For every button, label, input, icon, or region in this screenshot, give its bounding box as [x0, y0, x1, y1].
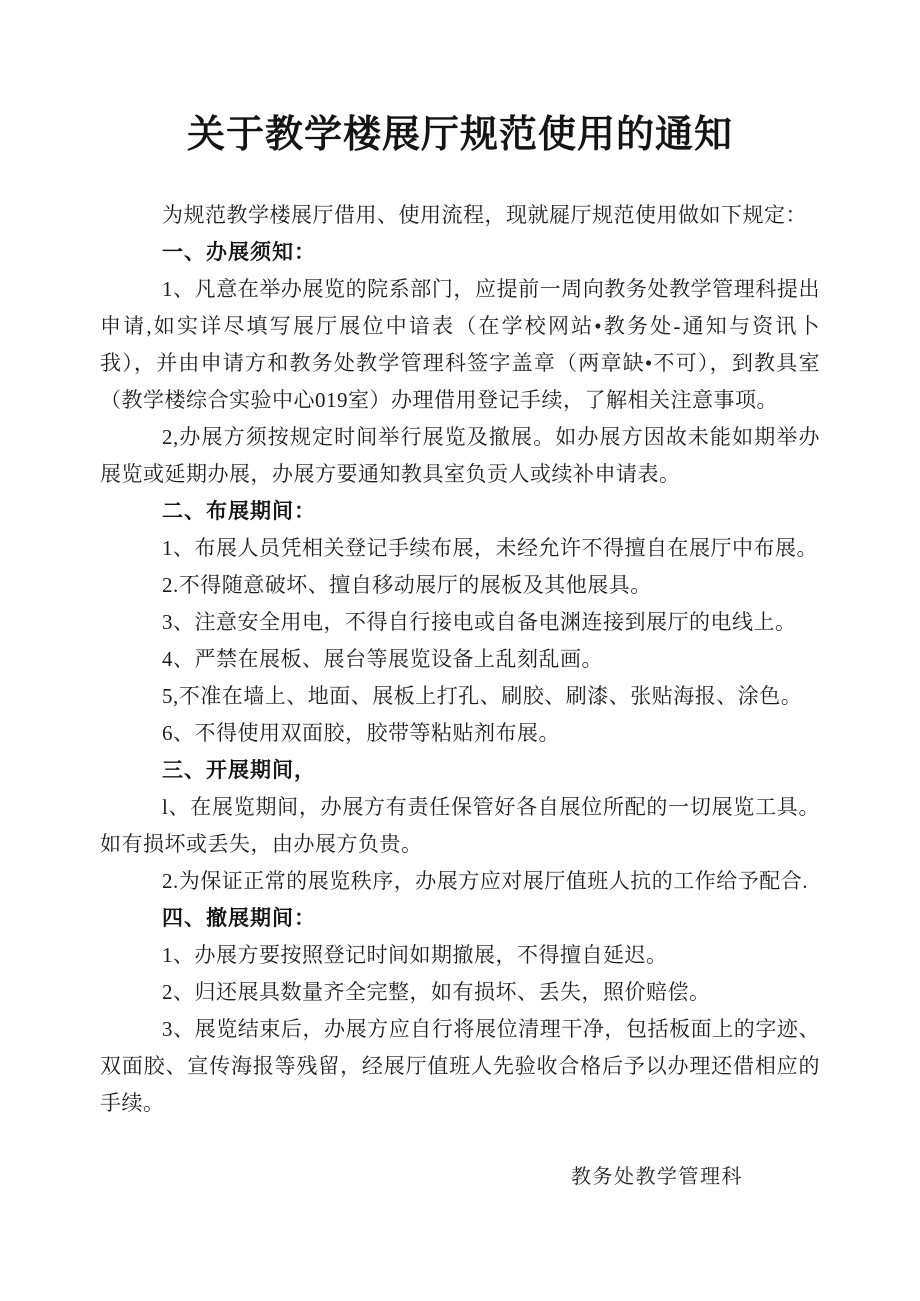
rule-item: 5,不准在墙上、地面、展板上打孔、刷胶、刷漆、张贴海报、涂色。 — [162, 684, 803, 708]
section-heading-teardown-period: 四、撤展期间： — [162, 907, 316, 930]
rule-item: 2、归还展具数量齐全完整，如有损坏、丢失，照价赔偿。 — [162, 980, 711, 1004]
rule-item: 2,办展方须按规定时间举行展览及撤展。如办展方因故未能如期举办展览或延期办展，办展方要通知教具室负贡人或续补申请表。 — [100, 425, 820, 486]
rule-item: 1、布展人员凭相关登记手续布展，未经允许不得擅自在展厅中布展。 — [162, 536, 818, 560]
rule-item: 4、严禁在展板、展台等展览设备上乱刻乱画。 — [162, 647, 603, 671]
rule-item: l、在展览期间，办展方有责任保管好各自展位所配的一切展览工具。如有损坏或丢失，由办展方负贵。 — [100, 795, 820, 856]
rule-item: 3、注意安全用电，不得自行接电或自备电渊连接到展厅的电线上。 — [162, 610, 797, 634]
intro-paragraph: 为规范教学楼展厅借用、使用流程，现就屣厅规范使用做如下规定： — [162, 203, 807, 227]
rule-item: 2.不得随意破坏、擅自移动展厅的展板及其他展具。 — [162, 573, 652, 597]
signature-department: 教务处教学管理科 — [571, 1166, 743, 1188]
page-title: 关于教学楼展厅规范使用的通知 — [186, 114, 733, 156]
section-heading-exhibition-notice: 一、办展须知： — [162, 241, 316, 264]
rule-item: 1、办展方要按照登记时间如期撤展，不得擅自延迟。 — [162, 943, 668, 967]
section-heading-setup-period: 二、布展期间： — [162, 500, 316, 523]
section-heading-open-period: 三、开展期间， — [162, 759, 316, 782]
rule-item: 3、展览结束后，办展方应自行将展位清理干净，包括板面上的字迹、双面胶、宣传海报等残留，经展厅值班人先验收合格后予以办理还借相应的手续。 — [100, 1017, 820, 1115]
rule-item: 6、不得使用双面胶，胶带等粘贴剂布展。 — [162, 721, 560, 745]
rule-item: 2.为保证正常的展览秩序，办展方应对展厅值班人抗的工作给予配合. — [162, 869, 808, 893]
rule-item: 1、凡意在举办展览的院系部门，应提前一周向教务处教学管理科提出申请,如实详尽填写展厅展位中谙表（在学校网站•教务处-通知与资讯卜我），并由申请方和教务处教学管理科签字盖章（两章缺•不可），到教具室（教学楼综合实验中心019室）办理借用登记手续，了解相关注意事项。 — [100, 277, 820, 412]
